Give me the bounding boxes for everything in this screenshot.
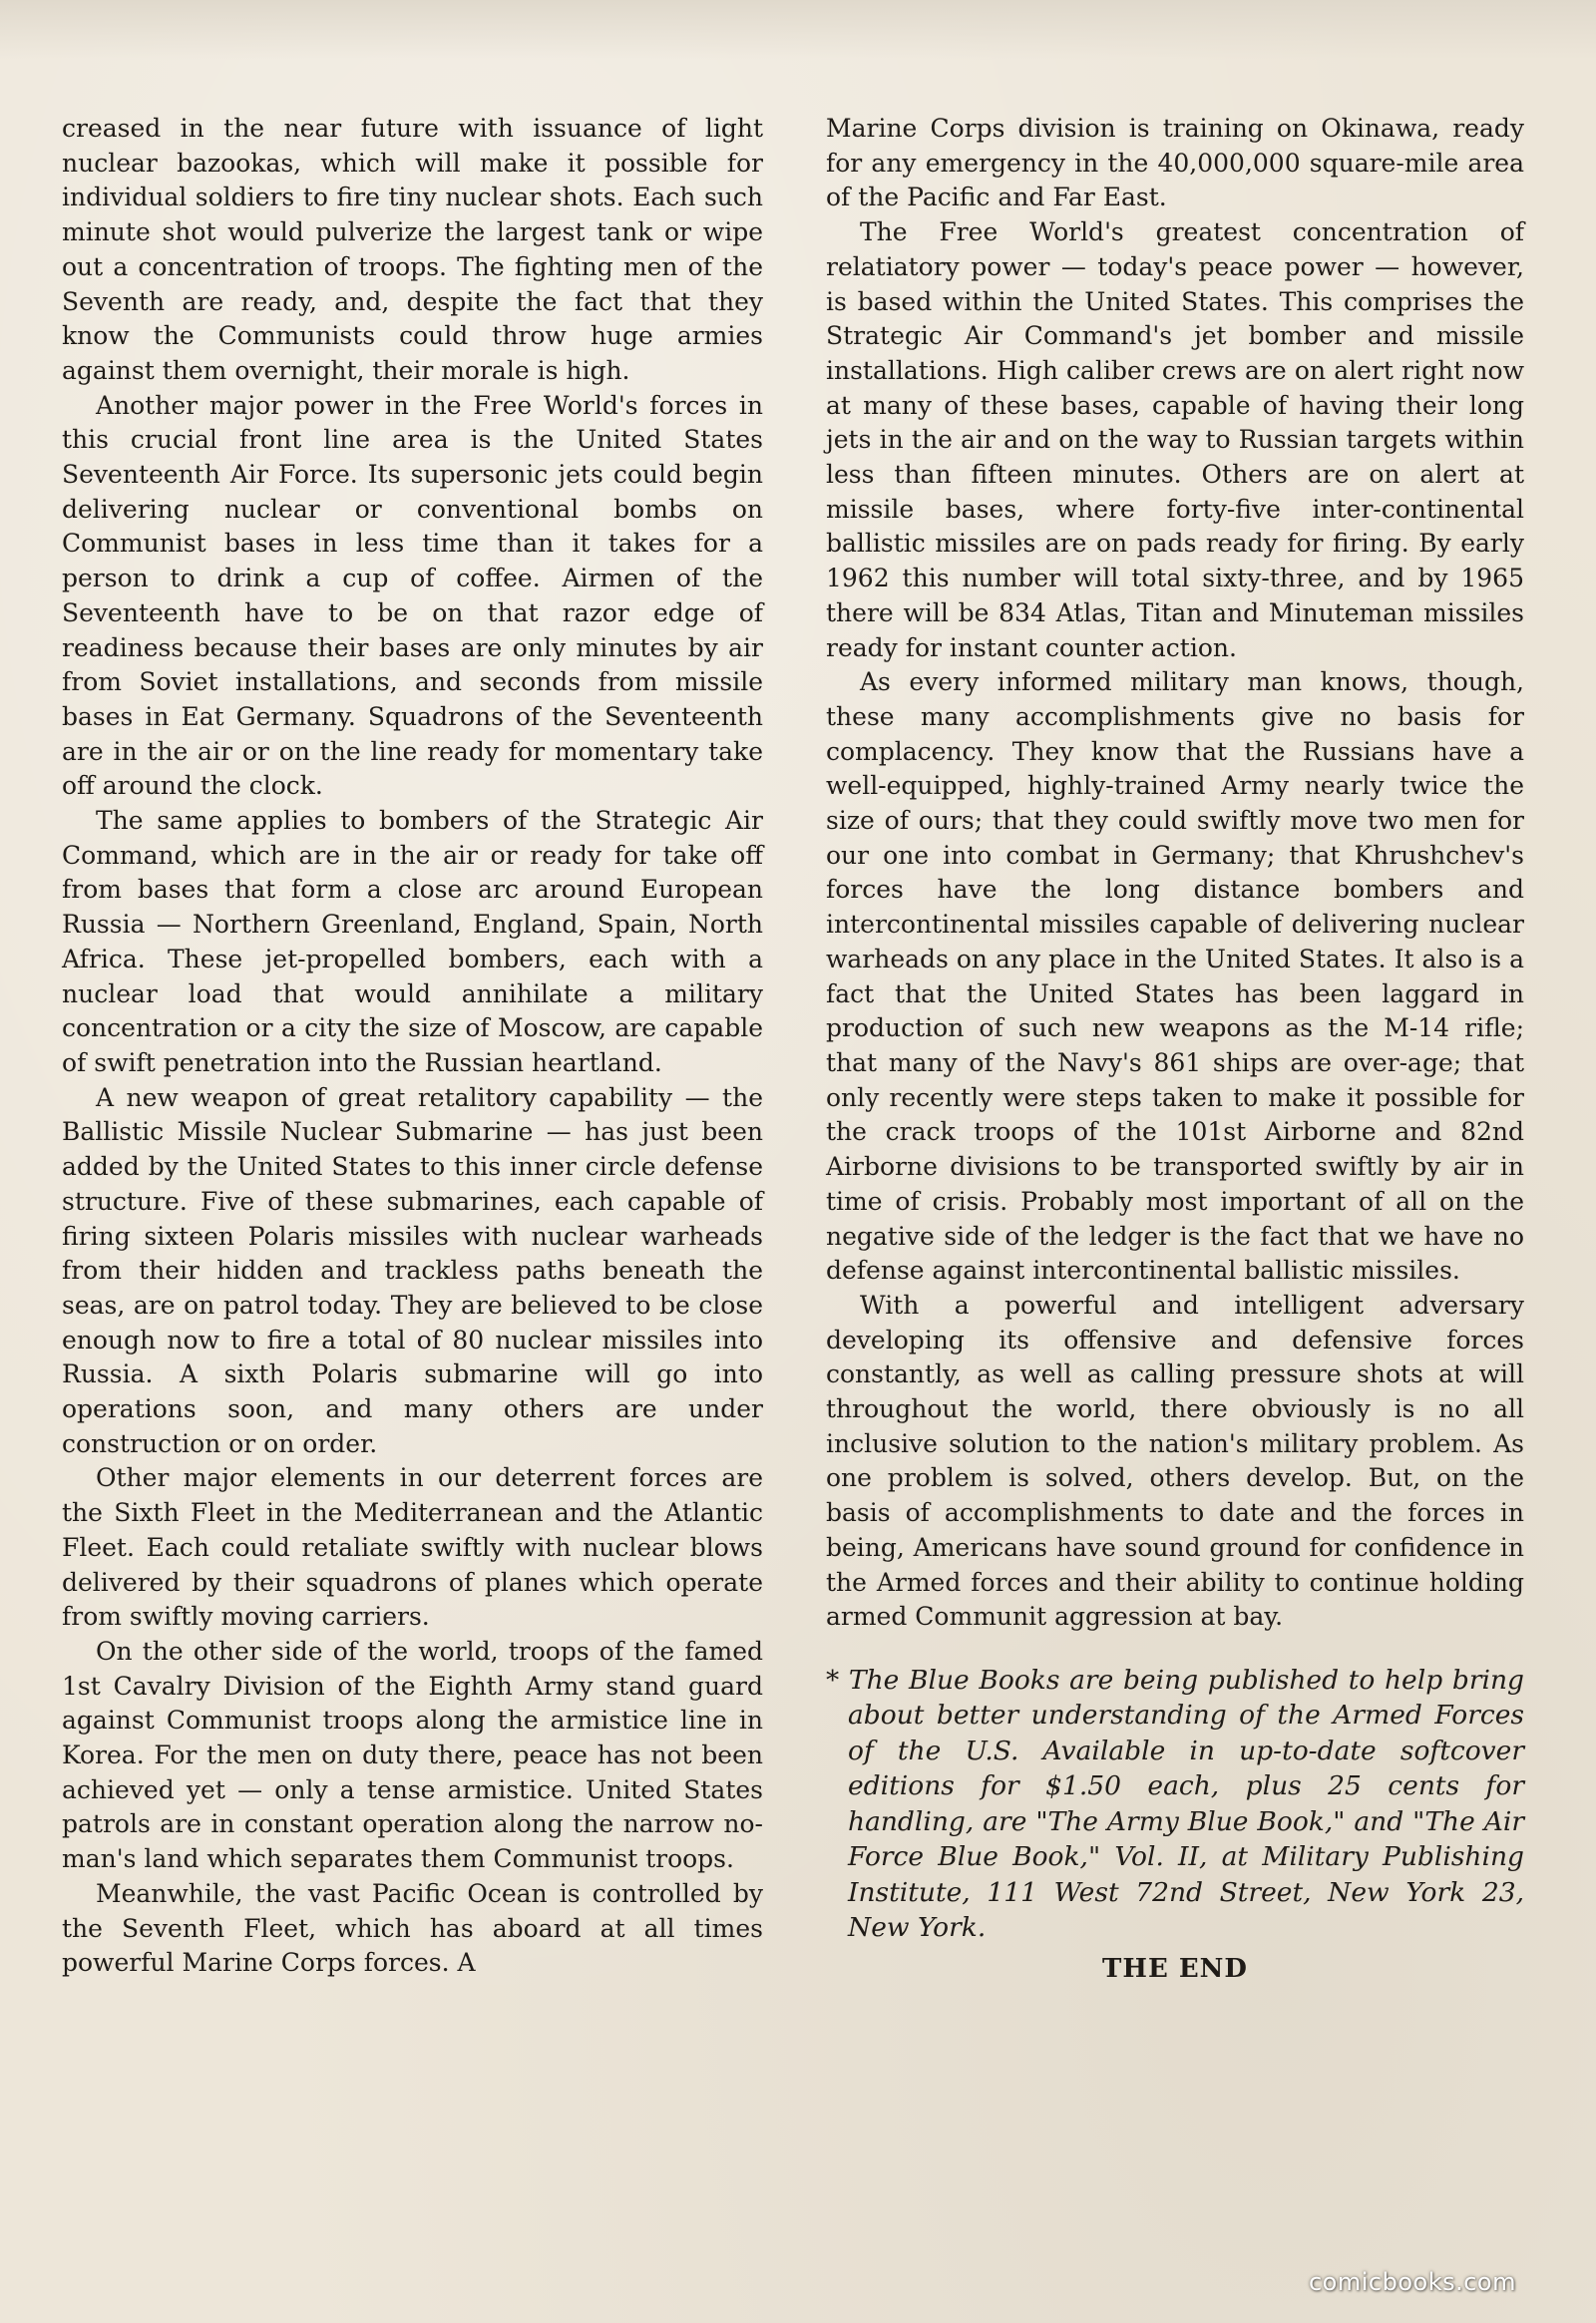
paragraph: The same applies to bombers of the Strategic Air Command, which are in the air or ready for take off from bases that form a close arc around European Russia — Northern Greenland, England, Spain, North Africa. These jet-propelled bombers, each with a nuclear load that would annihilate a military concentration or a city the size of Moscow, are capable of swift penetration into the Russian heartland. — [62, 806, 763, 1077]
paragraph: Other major elements in our deterrent forces are the Sixth Fleet in the Mediterranean and the Atlantic Fleet. Each could retaliate swiftly with nuclear blows delivered by their squadrons of planes which operate from swiftly moving carriers. — [62, 1463, 763, 1632]
paragraph: The Free World's greatest concentration of relatiatory power — today's peace power — however, is based within the United States. This comprises the Strategic Air Command's jet bomber and missile installations. High caliber crews are on alert right now at many of these bases, capable of having their long jets in the air and on the way to Russian targets within less than fifteen minutes. Others are on alert at missile bases, where forty-five inter-continental ballistic missiles are on pads ready for firing. By early 1962 this number will total sixty-three, and by 1965 there will be 834 Atlas, Titan and Minuteman missiles ready for instant counter action. — [826, 217, 1524, 662]
paragraph: Another major power in the Free World's forces in this crucial front line area is the United States Seventeenth Air Force. Its supersonic jets could begin delivering nuclear or conventional bombs on Communist bases in less time than it takes for a person to drink a cup of coffee. Airmen of the Seventeenth have to be on that razor edge of readiness because their bases are only minutes by air from Soviet installations, and seconds from missile bases in Eat Germany. Squadrons of the Seventeenth are in the air or on the line ready for momentary take off around the clock. — [62, 390, 763, 801]
paragraph: As every informed military man knows, though, these many accomplishments give no basis for complacency. They know that the Russians have a well-equipped, highly-trained Army nearly twice the size of ours; that they could swiftly move two men for our one into combat in Germany; that Khrushchev's forces have the long distance bombers and intercontinental missiles capable of delivering nuclear warheads on any place in the United States. It also is a fact that the United States has been laggard in production of such new weapons as the M-14 rifle; that many of the Navy's 861 ships are over-age; that only recently were steps taken to make it possible for the crack troops of the 101st Airborne and 82nd Airborne divisions to be transported swiftly by air in time of crisis. Probably most important of all on the negative side of the ledger is the fact that we have no defense against intercontinental ballistic missiles. — [826, 667, 1524, 1286]
the-end-label: THE END — [1102, 1953, 1248, 1984]
footnote: * The Blue Books are being published to help bring about better understanding of the Armed Forces of the U.S. Available in up-to-date softcover editions for $1.50 each, plus 25 cents for handling, are "The Army Blue Book," and "The Air Force Blue Book," Vol. II, at Military Publishing Institute, 111 West 72nd Street, New York 23, New York. — [826, 1664, 1524, 1944]
top-edge-bleed — [0, 0, 1596, 60]
site-watermark: comicbooks.com — [1308, 2268, 1516, 2296]
paragraph: On the other side of the world, troops of the famed 1st Cavalry Division of the Eighth Army stand guard against Communist troops along the armistice line in Korea. For the men on duty there, peace has not been achieved yet — only a tense armistice. United States patrols are in constant operation along the narrow no-man's land which separates them Communist troops. — [62, 1636, 763, 1874]
right-column — [826, 112, 1524, 1987]
paragraph: With a powerful and intelligent adversary developing its offensive and defensive forces constantly, as well as calling pressure shots at will throughout the world, there obviously is no all inclusive solution to the nation's military problem. As one problem is solved, others develop. But, on the basis of accomplishments to date and the forces in being, Americans have sound ground for confidence in the Armed forces and their ability to continue holding armed Communit aggression at bay. — [826, 1290, 1524, 1632]
paragraph: Meanwhile, the vast Pacific Ocean is controlled by the Seventh Fleet, which has aboard at all times powerful Marine Corps forces. A — [62, 1878, 763, 1978]
left-column — [62, 112, 763, 1981]
paragraph: creased in the near future with issuance of light nuclear bazookas, which will make it possible for individual soldiers to fire tiny nuclear shots. Each such minute shot would pulverize the largest tank or wipe out a concentration of troops. The fighting men of the Seventh are ready, and, despite the fact that they know the Communists could throw huge armies against them overnight, their morale is high. — [62, 114, 763, 385]
paragraph: A new weapon of great retalitory capability — the Ballistic Missile Nuclear Submarine — has just been added by the United States to this inner circle defense structure. Five of these submarines, each capable of firing sixteen Polaris missiles with nuclear warheads from their hidden and trackless paths beneath the seas, are on patrol today. They are believed to be close enough now to fire a total of 80 nuclear missiles into Russia. A sixth Polaris submarine will go into operations soon, and many others are under construction or on order. — [62, 1082, 763, 1458]
paragraph: Marine Corps division is training on Okinawa, ready for any emergency in the 40,000,000 square-mile area of the Pacific and Far East. — [826, 114, 1524, 212]
